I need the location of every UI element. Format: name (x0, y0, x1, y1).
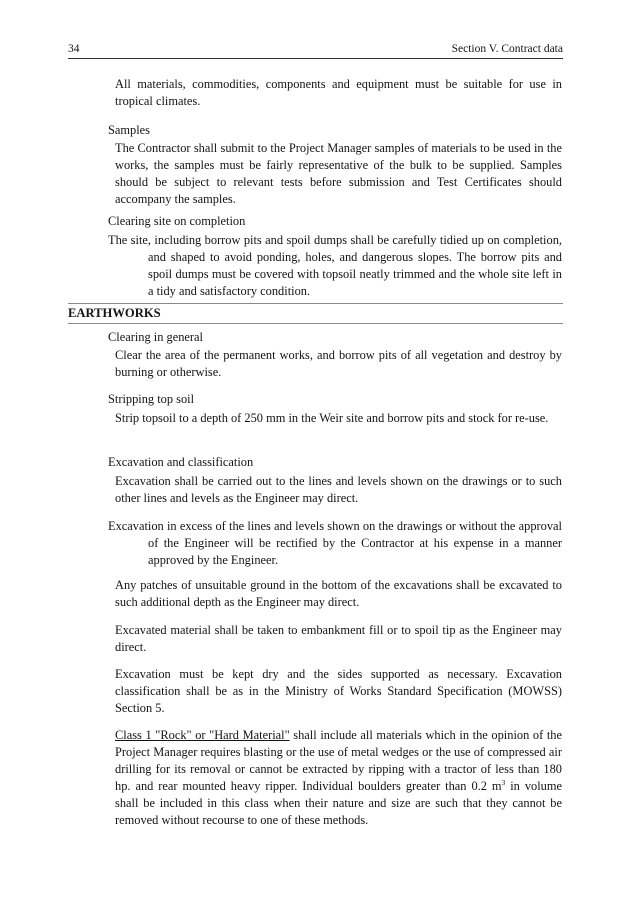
page-number: 34 (68, 43, 80, 55)
class1-label: Class 1 "Rock" or "Hard Material" (115, 728, 290, 742)
clearing-site-heading: Clearing site on completion (108, 214, 246, 228)
section-rule-top (68, 303, 563, 304)
section-rule-bottom (68, 323, 563, 324)
stripping-paragraph: Strip topsoil to a depth of 250 mm in the Weir site and borrow pits and stock for re-use. (115, 411, 549, 425)
section-title: Section V. Contract data (451, 43, 563, 55)
excavation-heading: Excavation and classification (108, 455, 254, 469)
clearing-site-paragraph: The site, including borrow pits and spoil dumps shall be carefully tidied up on completion, and shaped to avoid ponding, holes, and dangerous slopes. The borrow pits and spoil dumps must be covered with topsoil neatly trimmed and the whole site left in a tidy and satisfactory condition. (108, 233, 562, 298)
excess-paragraph: Excavation in excess of the lines and levels shown on the drawings or without the approval of the Engineer will be rectified by the Contractor at his expense in a manner approved by the Engineer. (108, 519, 562, 567)
dry-paragraph: Excavation must be kept dry and the sides supported as necessary. Excavation classification shall be as in the Ministry of Works Standard Specification (MOWSS) Section 5. (115, 667, 562, 715)
tropical-paragraph: All materials, commodities, components and equipment must be suitable for use in tropical climates. (115, 77, 562, 108)
page-header (68, 42, 563, 59)
clearing-general-paragraph: Clear the area of the permanent works, and borrow pits of all vegetation and destroy by burning or otherwise. (115, 348, 562, 379)
class1-text-a: shall include all materials which in the opinion of the Project Manager requires blasting or the use of metal wedges or the use of compressed air drilling for its removal or cannot be extracted by ripping with a tractor of less than 180 hp. and rear mounted heavy ripper. Individual boulders greater than 0.2 m (115, 728, 563, 793)
clearing-general-heading: Clearing in general (108, 330, 203, 344)
earthworks-title: EARTHWORKS (68, 306, 161, 320)
excavation-paragraph: Excavation shall be carried out to the lines and levels shown on the drawings or to such other lines and levels as the Engineer may direct. (115, 474, 562, 505)
excavated-material-paragraph: Excavated material shall be taken to embankment fill or to spoil tip as the Engineer may direct. (115, 623, 562, 654)
unsuitable-paragraph: Any patches of unsuitable ground in the bottom of the excavations shall be excavated to such additional depth as the Engineer may direct. (115, 578, 562, 609)
samples-paragraph: The Contractor shall submit to the Project Manager samples of materials to be used in the works, the samples must be fairly representative of the bulk to be supplied. Samples should be subject to relevant tests before submission and Test Certificates should accompany the samples. (115, 141, 562, 206)
class1-text-b: in volume shall be included in this class when their nature and size are such that they cannot be removed without recourse to one of these methods. (115, 779, 562, 827)
class1-paragraph (115, 727, 562, 829)
cubic-superscript: 3 (501, 777, 506, 787)
stripping-heading: Stripping top soil (108, 392, 195, 406)
samples-heading: Samples (108, 123, 150, 137)
